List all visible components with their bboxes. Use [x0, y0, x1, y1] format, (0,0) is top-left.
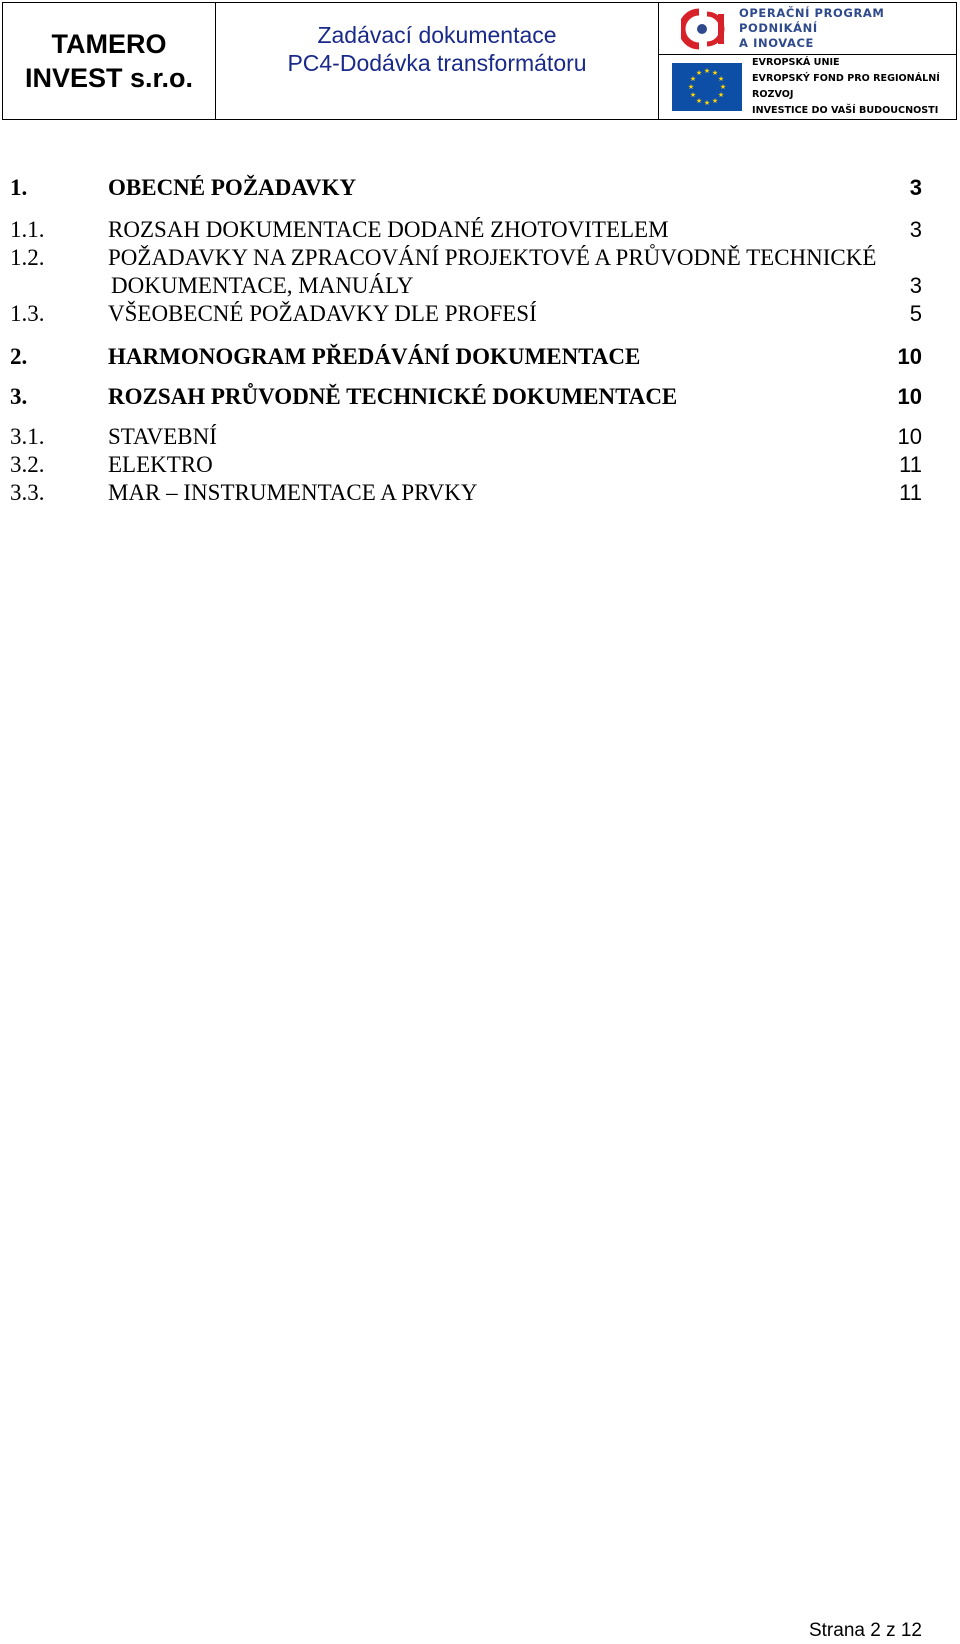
company-name [25, 27, 193, 95]
toc-number: 3. [10, 384, 28, 409]
op-pik-logo [659, 3, 956, 55]
toc-entry[interactable] [10, 216, 922, 244]
toc-entry[interactable] [10, 479, 922, 507]
toc-number: 1.1. [10, 217, 45, 242]
op-pik-line1: OPERAČNÍ PROGRAM [739, 6, 885, 20]
toc-number: 1.2. [10, 245, 45, 270]
svg-text:★: ★ [695, 69, 703, 77]
toc-title: POŽADAVKY NA ZPRACOVÁNÍ PROJEKTOVÉ A PRŮVODNĚ TECHNICKÉ [108, 245, 877, 270]
svg-text:★: ★ [689, 75, 697, 83]
svg-text:★: ★ [719, 83, 727, 91]
toc-entry-continuation[interactable] [10, 272, 922, 300]
toc-entry[interactable] [10, 423, 922, 451]
svg-text:★: ★ [717, 91, 725, 99]
eu-stars [672, 63, 742, 111]
op-pik-text [739, 6, 884, 51]
toc-number: 3.3. [10, 480, 45, 505]
op-pik-line2: PODNIKÁNÍ [739, 21, 818, 35]
table-of-contents [10, 174, 922, 507]
op-pik-logo-icon [681, 8, 727, 50]
toc-entry[interactable] [10, 300, 922, 328]
eu-logo [659, 55, 956, 119]
company-name-cell [3, 3, 216, 119]
company-name-line1: TAMERO [51, 29, 167, 59]
document-title-line2: PC4-Dodávka transformátoru [287, 50, 587, 76]
page-number-footer: Strana 2 z 12 [808, 1620, 922, 1641]
toc-page: 11 [899, 452, 922, 477]
toc-page: 11 [899, 480, 922, 505]
toc-number: 2. [10, 344, 28, 369]
toc-entry[interactable] [10, 383, 922, 411]
toc-title: VŠEOBECNÉ POŽADAVKY DLE PROFESÍ [108, 301, 537, 326]
toc-page: 3 [909, 175, 922, 200]
toc-title: ROZSAH DOKUMENTACE DODANÉ ZHOTOVITELEM [108, 217, 669, 242]
toc-number: 3.1. [10, 424, 45, 449]
svg-text:★: ★ [711, 69, 719, 77]
toc-title: MAR – INSTRUMENTACE A PRVKY [108, 480, 478, 505]
toc-entry[interactable] [10, 451, 922, 479]
toc-title: ROZSAH PRŮVODNĚ TECHNICKÉ DOKUMENTACE [108, 384, 678, 409]
eu-line3: INVESTICE DO VAŠÍ BUDOUCNOSTI [752, 105, 939, 116]
toc-number: 1. [10, 175, 28, 200]
toc-page: 3 [909, 217, 922, 242]
toc-entry[interactable] [10, 244, 922, 272]
document-title-cell [216, 3, 659, 119]
toc-title: OBECNÉ POŽADAVKY [108, 175, 357, 200]
svg-text:★: ★ [687, 83, 695, 91]
svg-text:★: ★ [689, 91, 697, 99]
eu-text [752, 55, 956, 119]
toc-page: 10 [897, 384, 922, 409]
toc-page: 5 [909, 301, 922, 326]
toc-entry[interactable] [10, 343, 922, 371]
svg-text:★: ★ [703, 99, 711, 107]
toc-page: 10 [897, 424, 922, 449]
logos-cell [659, 3, 956, 119]
eu-line1: EVROPSKÁ UNIE [752, 57, 840, 68]
eu-flag-icon [672, 63, 742, 111]
toc-number: 3.2. [10, 452, 45, 477]
toc-page: 3 [909, 273, 922, 298]
svg-text:★: ★ [717, 75, 725, 83]
svg-text:★: ★ [695, 97, 703, 105]
svg-text:★: ★ [711, 97, 719, 105]
toc-page: 10 [897, 344, 922, 369]
toc-entry[interactable] [10, 174, 922, 202]
company-name-line2: INVEST s.r.o. [24, 63, 194, 93]
toc-title: ELEKTRO [108, 452, 213, 477]
op-pik-line3: A INOVACE [739, 36, 814, 50]
svg-text:★: ★ [703, 67, 711, 75]
toc-number: 1.3. [10, 301, 45, 326]
toc-title: HARMONOGRAM PŘEDÁVÁNÍ DOKUMENTACE [108, 344, 641, 369]
eu-line2: EVROPSKÝ FOND PRO REGIONÁLNÍ ROZVOJ [752, 73, 940, 100]
toc-title: DOKUMENTACE, MANUÁLY [111, 273, 414, 298]
toc-title: STAVEBNÍ [108, 424, 217, 449]
document-title-line1: Zadávací dokumentace [317, 22, 557, 48]
page-header [2, 2, 957, 120]
